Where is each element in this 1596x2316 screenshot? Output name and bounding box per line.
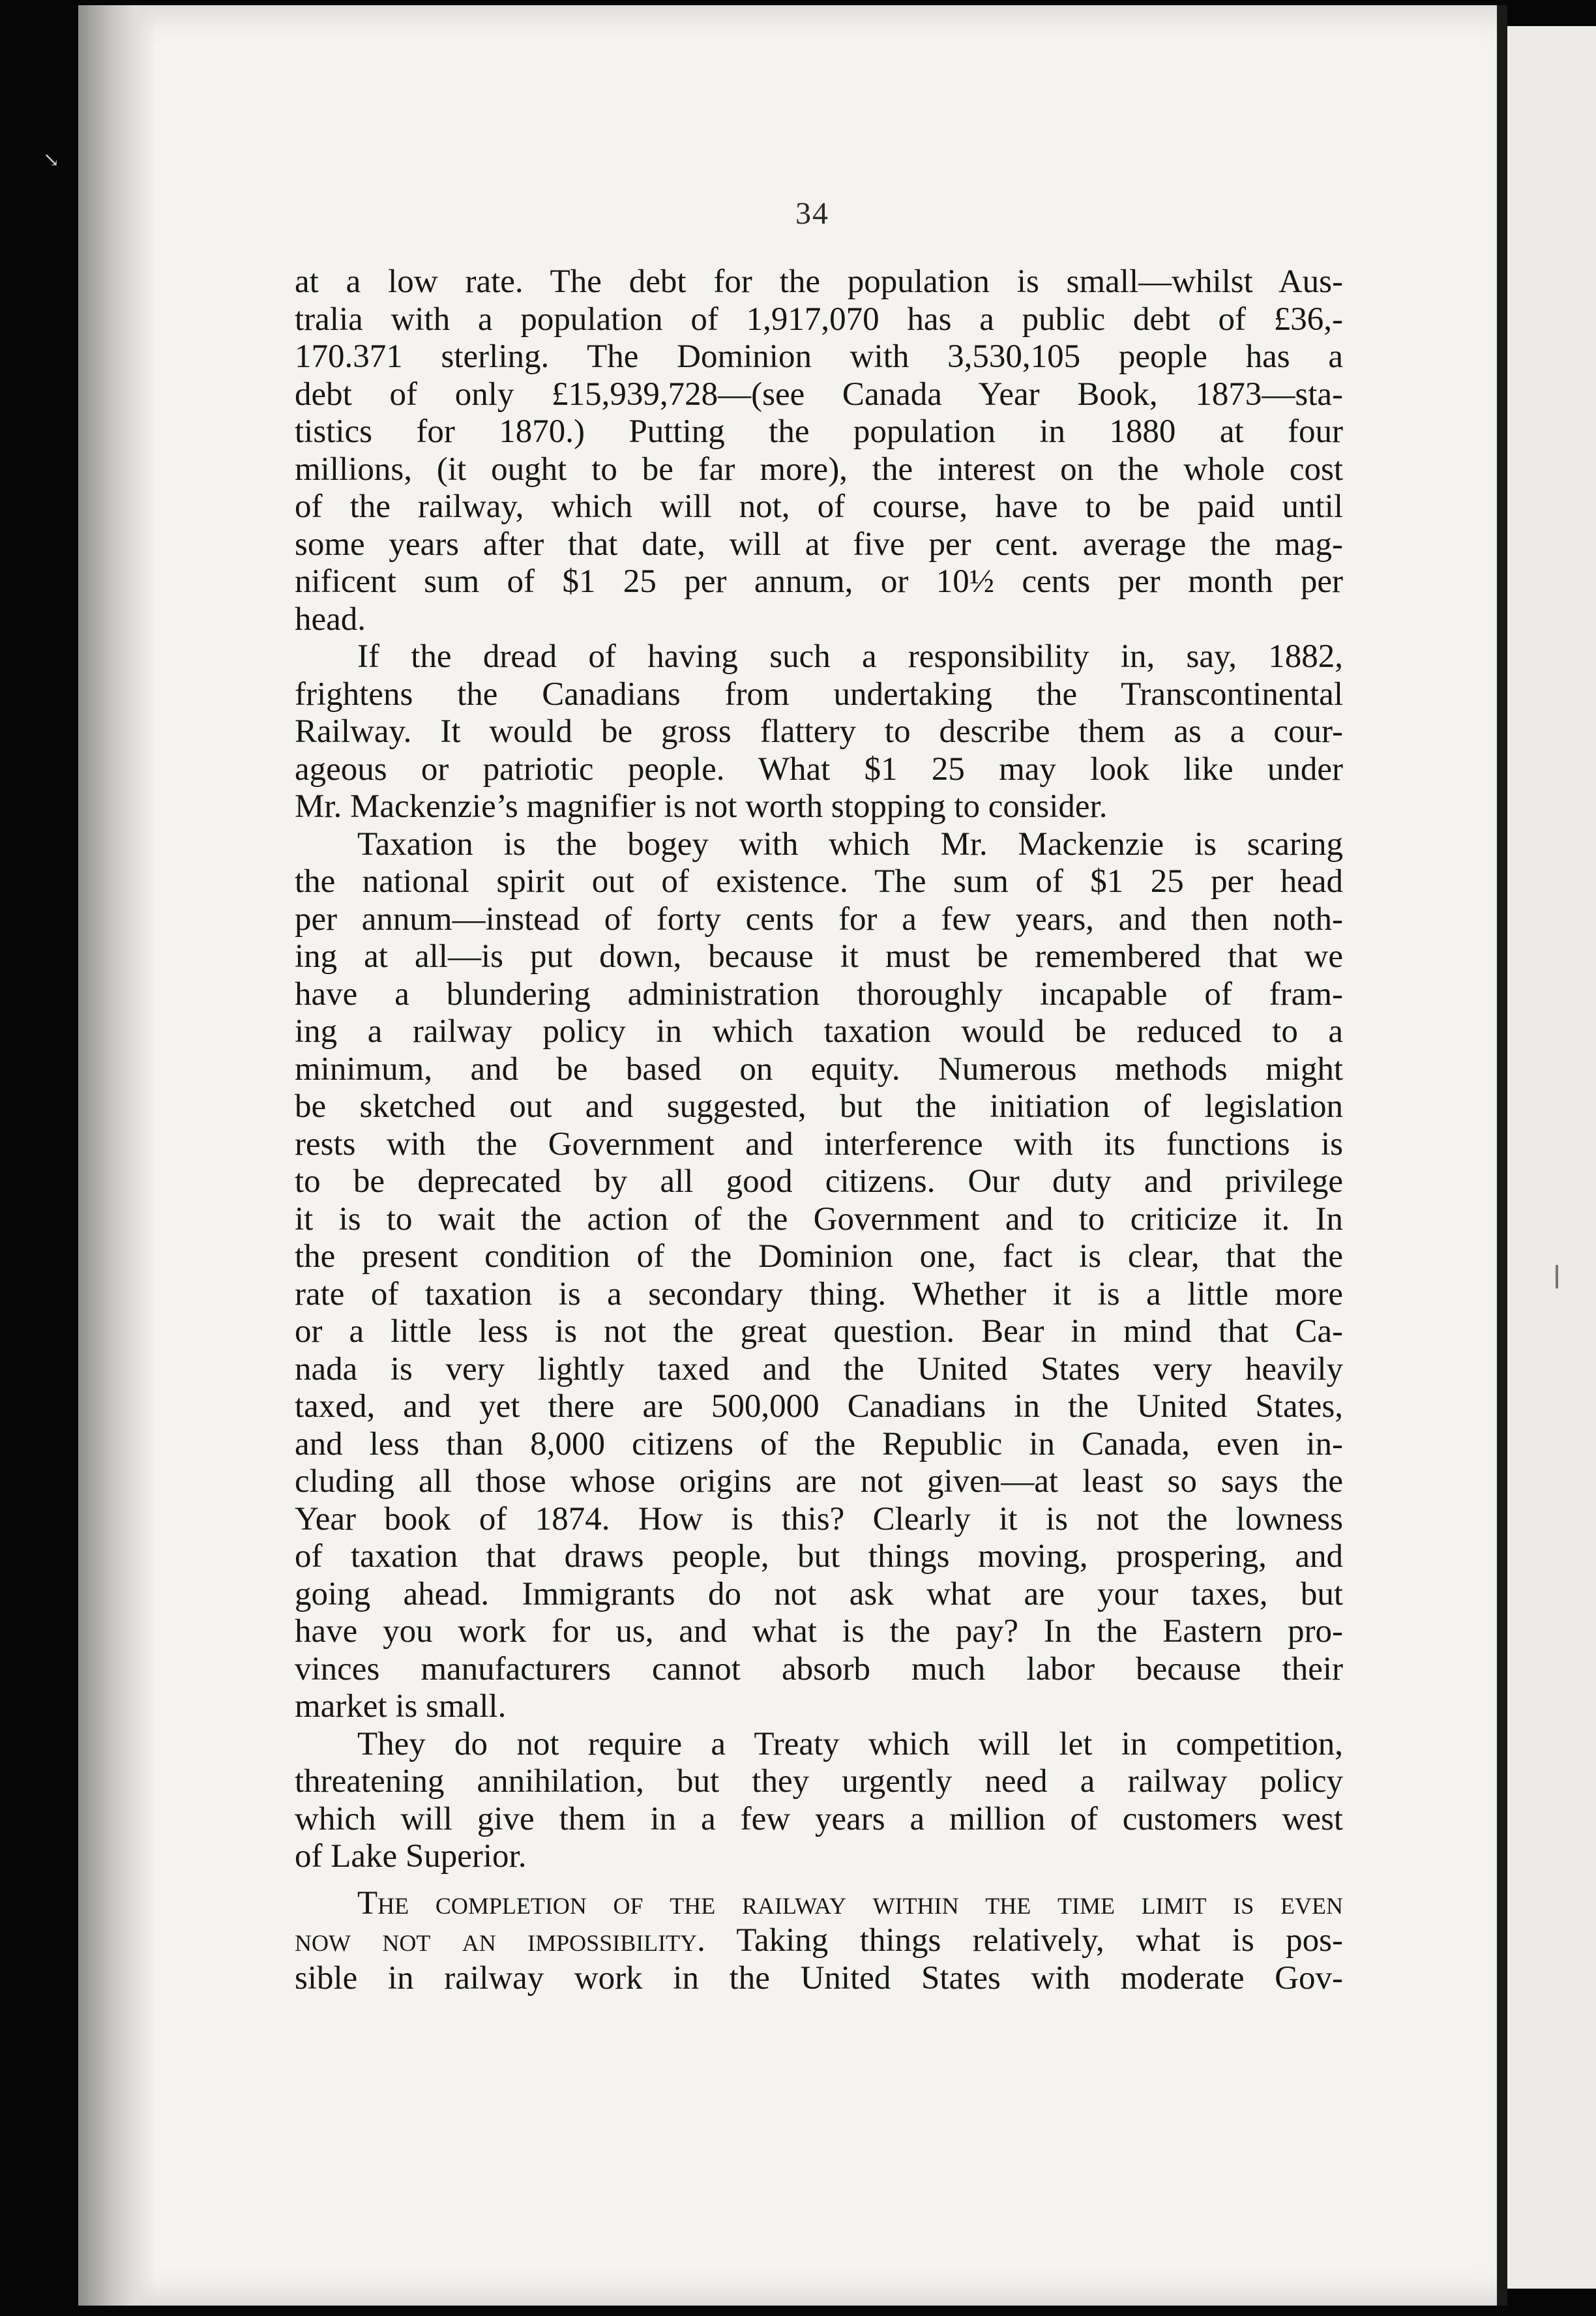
text-line: Railway. It would be gross flattery to describe them as a cour-: [295, 713, 1343, 750]
text-line: vinces manufacturers cannot absorb much labor because their: [295, 1650, 1343, 1687]
text-line: rests with the Government and interference with its functions is: [295, 1125, 1343, 1163]
text-line: minimum, and be based on equity. Numerous methods might: [295, 1050, 1343, 1088]
text-line: market is small.: [295, 1688, 507, 1725]
text-line: Mr. Mackenzie’s magnifier is not worth stopping to consider.: [295, 788, 1108, 825]
text-line: Year book of 1874. How is this? Clearly it is not the lowness: [295, 1500, 1343, 1537]
text-line: it is to wait the action of the Government and to criticize it. In: [295, 1200, 1343, 1238]
text-line: at a low rate. The debt for the population is small—whilst Aus-: [295, 263, 1343, 300]
text-line: the present condition of the Dominion one, fact is clear, that the: [295, 1238, 1343, 1275]
page-edge-divider: [1497, 5, 1507, 2306]
text-line: ageous or patriotic people. What $1 25 may look like under: [295, 750, 1343, 788]
text-line: frightens the Canadians from undertaking the Transcontinental: [295, 676, 1343, 713]
text-line: millions, (it ought to be far more), the interest on the whole cost: [295, 451, 1343, 488]
page-gutter-shadow: [78, 5, 156, 2306]
text-line: per annum—instead of forty cents for a few years, and then noth-: [295, 900, 1343, 938]
text-line: of Lake Superior.: [295, 1838, 527, 1875]
text-line: and less than 8,000 citizens of the Republic in Canada, even in-: [295, 1425, 1343, 1462]
text-line: which will give them in a few years a million of customers west: [295, 1800, 1343, 1837]
section-heading-caps: now not an impossibility.: [295, 1922, 705, 1959]
text-line: taxed, and yet there are 500,000 Canadians in the United States,: [295, 1388, 1343, 1425]
text-line: of taxation that draws people, but things moving, prospering, and: [295, 1538, 1343, 1575]
text-line: have you work for us, and what is the pay? In the Eastern pro-: [295, 1613, 1343, 1650]
text-line: Taxation is the bogey with which Mr. Mackenzie is scaring: [357, 825, 1343, 863]
text-line: rate of taxation is a secondary thing. Whether it is a little more: [295, 1275, 1343, 1313]
text-line: They do not require a Treaty which will let in competition,: [357, 1725, 1343, 1762]
text-line: the national spirit out of existence. The sum of $1 25 per head: [295, 863, 1343, 900]
text-line: If the dread of having such a responsibility in, say, 1882,: [357, 638, 1343, 675]
text-line: debt of only £15,939,728—(see Canada Year Book, 1873—sta-: [295, 376, 1343, 413]
body-text: [295, 263, 1343, 1997]
text-line: sible in railway work in the United States with moderate Gov-: [295, 1959, 1343, 1997]
text-line: ing a railway policy in which taxation would be reduced to a: [295, 1013, 1343, 1050]
text-line: threatening annihilation, but they urgently need a railway policy: [295, 1763, 1343, 1800]
text-line: tistics for 1870.) Putting the population in 1880 at four: [295, 413, 1343, 450]
text-line: [295, 1922, 1343, 1960]
text-line: cluding all those whose origins are not given—at least so says the: [295, 1463, 1343, 1500]
text-line: to be deprecated by all good citizens. Our duty and privilege: [295, 1163, 1343, 1200]
text-line: 170.371 sterling. The Dominion with 3,530,105 people has a: [295, 338, 1343, 375]
adjacent-page-strip: [1507, 26, 1596, 2289]
text-line: some years after that date, will at five per cent. average the mag-: [295, 526, 1343, 563]
text-fragment: Taking things relatively, what is pos-: [736, 1922, 1343, 1959]
text-line: or a little less is not the great question. Bear in mind that Ca-: [295, 1313, 1343, 1350]
section-heading-line: The completion of the railway within the time limit is even: [357, 1884, 1343, 1922]
text-line: head.: [295, 601, 366, 638]
text-line: have a blundering administration thoroughly incapable of fram-: [295, 975, 1343, 1013]
page-number: 34: [795, 196, 829, 231]
text-line: nificent sum of $1 25 per annum, or 10½ cents per month per: [295, 563, 1343, 600]
text-line: be sketched out and suggested, but the initiation of legislation: [295, 1088, 1343, 1125]
text-line: of the railway, which will not, of course, have to be paid until: [295, 488, 1343, 525]
margin-mark: ↘: [43, 149, 60, 171]
stray-mark: [1556, 1265, 1558, 1288]
text-line: nada is very lightly taxed and the United States very heavily: [295, 1350, 1343, 1388]
text-line: going ahead. Immigrants do not ask what are your taxes, but: [295, 1575, 1343, 1612]
text-line: ing at all—is put down, because it must be remembered that we: [295, 938, 1343, 975]
text-line: tralia with a population of 1,917,070 has a public debt of £36,-: [295, 301, 1343, 338]
